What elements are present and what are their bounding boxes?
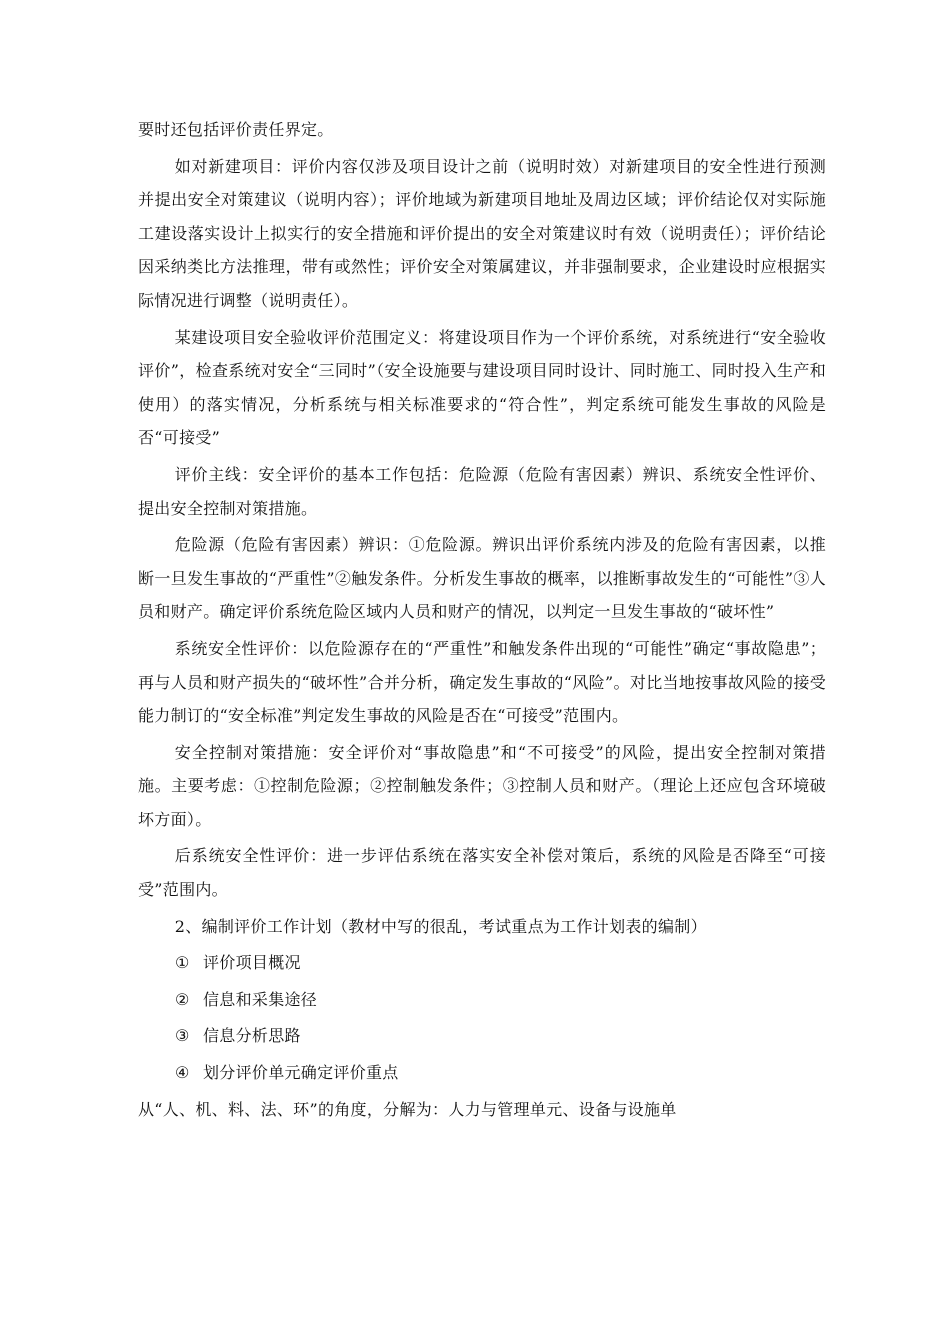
paragraph-8: 2、编制评价工作计划（教材中写的很乱，考试重点为工作计划表的编制）: [174, 916, 707, 936]
list-item-text: 划分评价单元确定评价重点: [203, 1063, 399, 1083]
paragraph-0: 要时还包括评价责任界定。: [138, 120, 334, 139]
list-item-number: ①: [175, 953, 190, 973]
paragraph-4: 危险源（危险有害因素）辨识：①危险源。辨识出评价系统内涉及的危险有害因素，以推断一旦发生事故的“严重性”②触发条件。分析发生事故的概率，以推断事故发生的“可能性”③人员和财产。确定评价系统危险区域内人员和财产的情况，以判定一旦发生事故的“破坏性”: [138, 535, 826, 622]
paragraph-6: 安全控制对策措施：安全评价对“事故隐患”和“不可接受”的风险，提出安全控制对策措施。主要考虑：①控制危险源；②控制触发条件；③控制人员和财产。（理论上还应包含环境破坏方面）。: [138, 742, 826, 829]
document-page: [138, 113, 826, 1126]
paragraph-1: 如对新建项目：评价内容仅涉及项目设计之前（说明时效）对新建项目的安全性进行预测并提出安全对策建议（说明内容）；评价地域为新建项目地址及周边区域；评价结论仅对实际施工建设落实设计上拟实行的安全措施和评价提出的安全对策建议时有效（说明责任）；评价结论因采纳类比方法推理，带有或然性；评价安全对策属建议，并非强制要求，企业建设时应根据实际情况进行调整（说明责任）。: [138, 156, 826, 310]
list-item-text: 信息分析思路: [203, 1026, 301, 1046]
list-item-text: 信息和采集途径: [203, 989, 318, 1009]
paragraph-9: 从“人、机、料、法、环”的角度，分解为：人力与管理单元、设备与设施单: [138, 1099, 677, 1119]
list-item-text: 评价项目概况: [203, 953, 301, 973]
paragraph-2: 某建设项目安全验收评价范围定义：将建设项目作为一个评价系统，对系统进行“安全验收评价”，检查系统对安全“三同时”（安全设施要与建设项目同时设计、同时施工、同时投入生产和使用）的落实情况，分析系统与相关标准要求的“符合性”，判定系统可能发生事故的风险是否“可接受”: [138, 327, 826, 448]
list-item-number: ④: [175, 1063, 190, 1083]
paragraph-7: 后系统安全性评价：进一步评估系统在落实安全补偿对策后，系统的风险是否降至“可接受”范围内。: [138, 846, 826, 900]
paragraph-3: 评价主线：安全评价的基本工作包括：危险源（危险有害因素）辨识、系统安全性评价、提出安全控制对策措施。: [138, 464, 826, 518]
list-item: [138, 946, 826, 980]
list-item: [138, 983, 826, 1017]
list-item-number: ③: [175, 1026, 190, 1046]
paragraph-5: 系统安全性评价：以危险源存在的“严重性”和触发条件出现的“可能性”确定“事故隐患”；再与人员和财产损失的“破坏性”合并分析，确定发生事故的“风险”。对比当地按事故风险的接受能力制订的“安全标准”判定发生事故的风险是否在“可接受”范围内。: [138, 638, 826, 726]
list-item: [138, 1019, 826, 1053]
list-item: [138, 1056, 826, 1090]
list-item-number: ②: [175, 989, 190, 1009]
